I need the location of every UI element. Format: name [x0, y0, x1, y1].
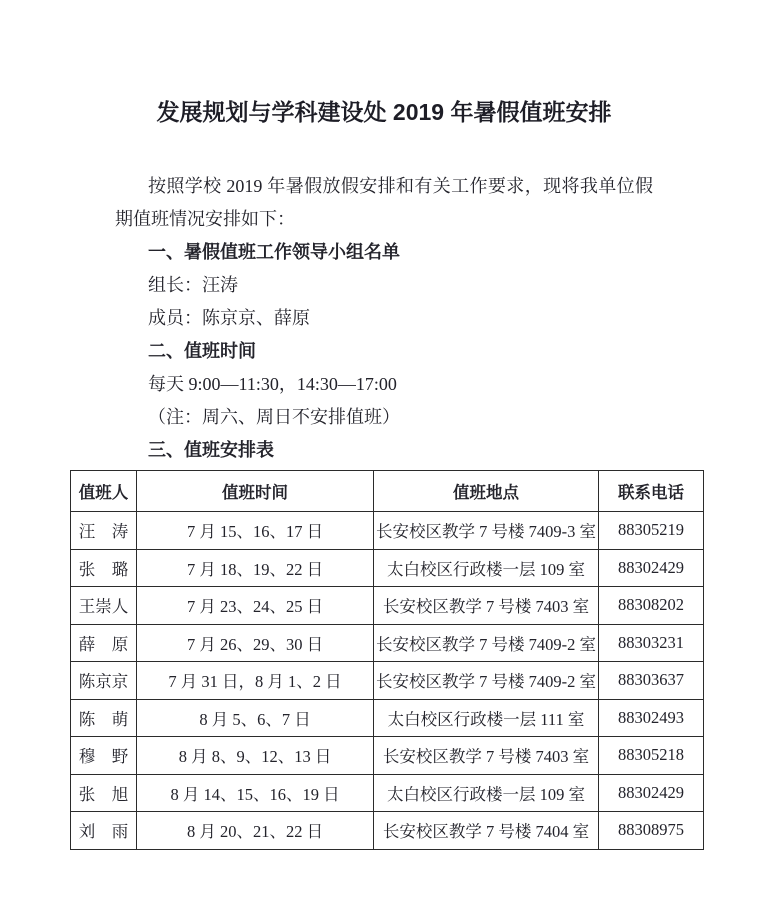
cell-name: 王崇人 [71, 587, 137, 625]
table-row [71, 812, 704, 850]
section-heading-3: 三、值班安排表 [148, 440, 274, 460]
cell-name: 刘 雨 [71, 812, 137, 850]
cell-phone: 88305219 [599, 512, 704, 550]
header-contact-phone: 联系电话 [599, 471, 704, 512]
cell-location: 长安校区教学 7 号楼 7403 室 [374, 737, 599, 775]
cell-location: 太白校区行政楼一层 109 室 [374, 774, 599, 812]
cell-dates: 8 月 20、21、22 日 [137, 812, 374, 850]
header-duty-person: 值班人 [71, 471, 137, 512]
table-header-row [71, 471, 704, 512]
document-title: 发展规划与学科建设处 2019 年暑假值班安排 [156, 99, 612, 125]
cell-dates: 7 月 31 日，8 月 1、2 日 [137, 662, 374, 700]
section-heading-2: 二、值班时间 [148, 341, 256, 361]
cell-location: 长安校区教学 7 号楼 7409-2 室 [374, 662, 599, 700]
cell-dates: 8 月 5、6、7 日 [137, 699, 374, 737]
table-row [71, 624, 704, 662]
cell-name: 陈京京 [71, 662, 137, 700]
table-row [71, 737, 704, 775]
cell-dates: 7 月 26、29、30 日 [137, 624, 374, 662]
table-row [71, 774, 704, 812]
cell-dates: 8 月 8、9、12、13 日 [137, 737, 374, 775]
cell-name: 张 璐 [71, 549, 137, 587]
cell-name: 穆 野 [71, 737, 137, 775]
cell-name: 陈 萌 [71, 699, 137, 737]
cell-phone: 88302429 [599, 774, 704, 812]
duty-time-line: 每天 9:00—11:30，14:30—17:00 [148, 374, 397, 394]
cell-phone: 88303231 [599, 624, 704, 662]
table-row [71, 512, 704, 550]
document-body [115, 170, 653, 467]
cell-name: 汪 涛 [71, 512, 137, 550]
cell-phone: 88302493 [599, 699, 704, 737]
cell-name: 张 旭 [71, 774, 137, 812]
cell-phone: 88308975 [599, 812, 704, 850]
table-row [71, 662, 704, 700]
cell-name: 薛 原 [71, 624, 137, 662]
cell-phone: 88303637 [599, 662, 704, 700]
members-line: 成员：陈京京、薛原 [148, 308, 310, 328]
header-duty-time: 值班时间 [137, 471, 374, 512]
cell-location: 太白校区行政楼一层 109 室 [374, 549, 599, 587]
cell-phone: 88305218 [599, 737, 704, 775]
cell-phone: 88308202 [599, 587, 704, 625]
intro-line-1: 按照学校 2019 年暑假放假安排和有关工作要求，现将我单位假 [148, 176, 653, 196]
table-row [71, 699, 704, 737]
cell-location: 太白校区行政楼一层 111 室 [374, 699, 599, 737]
header-duty-location: 值班地点 [374, 471, 599, 512]
cell-dates: 7 月 23、24、25 日 [137, 587, 374, 625]
cell-dates: 8 月 14、15、16、19 日 [137, 774, 374, 812]
cell-location: 长安校区教学 7 号楼 7409-2 室 [374, 624, 599, 662]
cell-location: 长安校区教学 7 号楼 7403 室 [374, 587, 599, 625]
duty-note-line: （注：周六、周日不安排值班） [148, 407, 400, 427]
table-row [71, 549, 704, 587]
cell-phone: 88302429 [599, 549, 704, 587]
table-row [71, 587, 704, 625]
section-heading-1: 一、暑假值班工作领导小组名单 [148, 242, 400, 262]
leader-line: 组长：汪涛 [148, 275, 238, 295]
intro-line-2: 期值班情况安排如下： [115, 209, 295, 229]
cell-dates: 7 月 18、19、22 日 [137, 549, 374, 587]
cell-location: 长安校区教学 7 号楼 7404 室 [374, 812, 599, 850]
cell-location: 长安校区教学 7 号楼 7409-3 室 [374, 512, 599, 550]
duty-schedule-table [70, 470, 704, 850]
cell-dates: 7 月 15、16、17 日 [137, 512, 374, 550]
